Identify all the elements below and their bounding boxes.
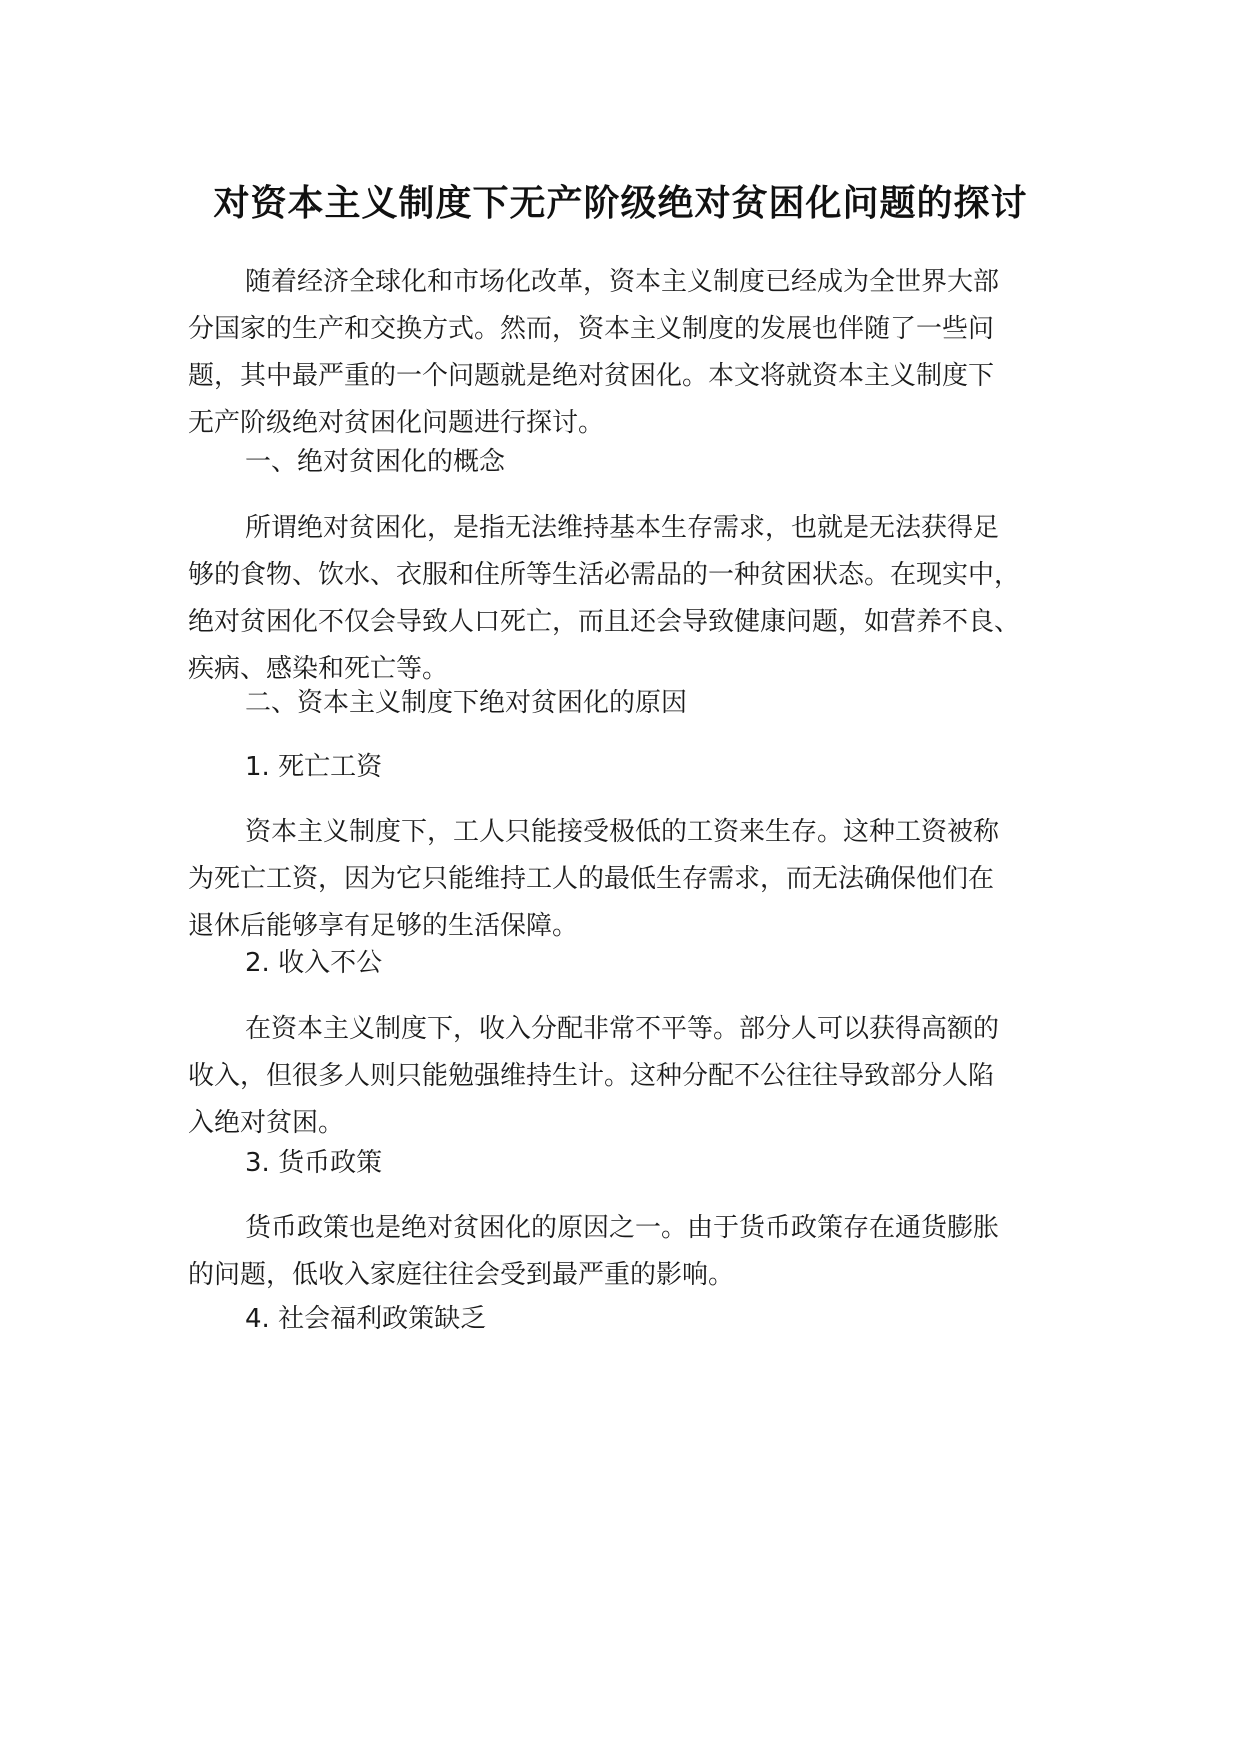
text-line: 收入，但很多人则只能勉强维持生计。这种分配不公往往导致部分人陷 [188, 1061, 995, 1091]
paragraph-income [188, 1006, 1088, 1147]
heading-line: 1. 死亡工资 [245, 752, 383, 782]
heading-line: 2. 收入不公 [245, 948, 383, 978]
document-title: 对资本主义制度下无产阶级绝对贫困化问题的探讨 [213, 183, 1028, 224]
heading-line: 4. 社会福利政策缺乏 [245, 1304, 487, 1334]
text-line: 入绝对贫困。 [188, 1108, 345, 1138]
text-line: 疾病、感染和死亡等。 [188, 654, 449, 684]
subheading-wage [188, 744, 1088, 791]
section-heading-concept [188, 439, 1088, 486]
paragraph-intro [188, 259, 1088, 447]
text-line: 无产阶级绝对贫困化问题进行探讨。 [188, 408, 605, 438]
subheading-monetary [188, 1140, 1088, 1187]
text-line: 随着经济全球化和市场化改革，资本主义制度已经成为全世界大部 [245, 267, 1000, 297]
text-line: 在资本主义制度下，收入分配非常不平等。部分人可以获得高额的 [245, 1014, 1000, 1044]
text-line: 绝对贫困化不仅会导致人口死亡，而且还会导致健康问题，如营养不良、 [188, 607, 1021, 637]
text-line: 所谓绝对贫困化，是指无法维持基本生存需求，也就是无法获得足 [245, 513, 1000, 543]
paragraph-monetary [188, 1205, 1088, 1299]
section-heading-causes [188, 680, 1088, 727]
text-line: 退休后能够享有足够的生活保障。 [188, 911, 579, 941]
subheading-income [188, 940, 1088, 987]
text-line: 够的食物、饮水、衣服和住所等生活必需品的一种贫困状态。在现实中， [188, 560, 1021, 590]
heading-line: 3. 货币政策 [245, 1148, 383, 1178]
text-line: 资本主义制度下，工人只能接受极低的工资来生存。这种工资被称 [245, 817, 1000, 847]
paragraph-concept [188, 505, 1088, 693]
text-line: 分国家的生产和交换方式。然而，资本主义制度的发展也伴随了一些问 [188, 314, 995, 344]
subheading-welfare [188, 1296, 1088, 1343]
text-line: 为死亡工资，因为它只能维持工人的最低生存需求，而无法确保他们在 [188, 864, 995, 894]
text-line: 题，其中最严重的一个问题就是绝对贫困化。本文将就资本主义制度下 [188, 361, 995, 391]
paragraph-wage [188, 809, 1088, 950]
heading-line: 二、资本主义制度下绝对贫困化的原因 [245, 688, 688, 718]
text-line: 货币政策也是绝对贫困化的原因之一。由于货币政策存在通货膨胀 [245, 1213, 1000, 1243]
heading-line: 一、绝对贫困化的概念 [245, 447, 506, 477]
text-line: 的问题，低收入家庭往往会受到最严重的影响。 [188, 1260, 735, 1290]
